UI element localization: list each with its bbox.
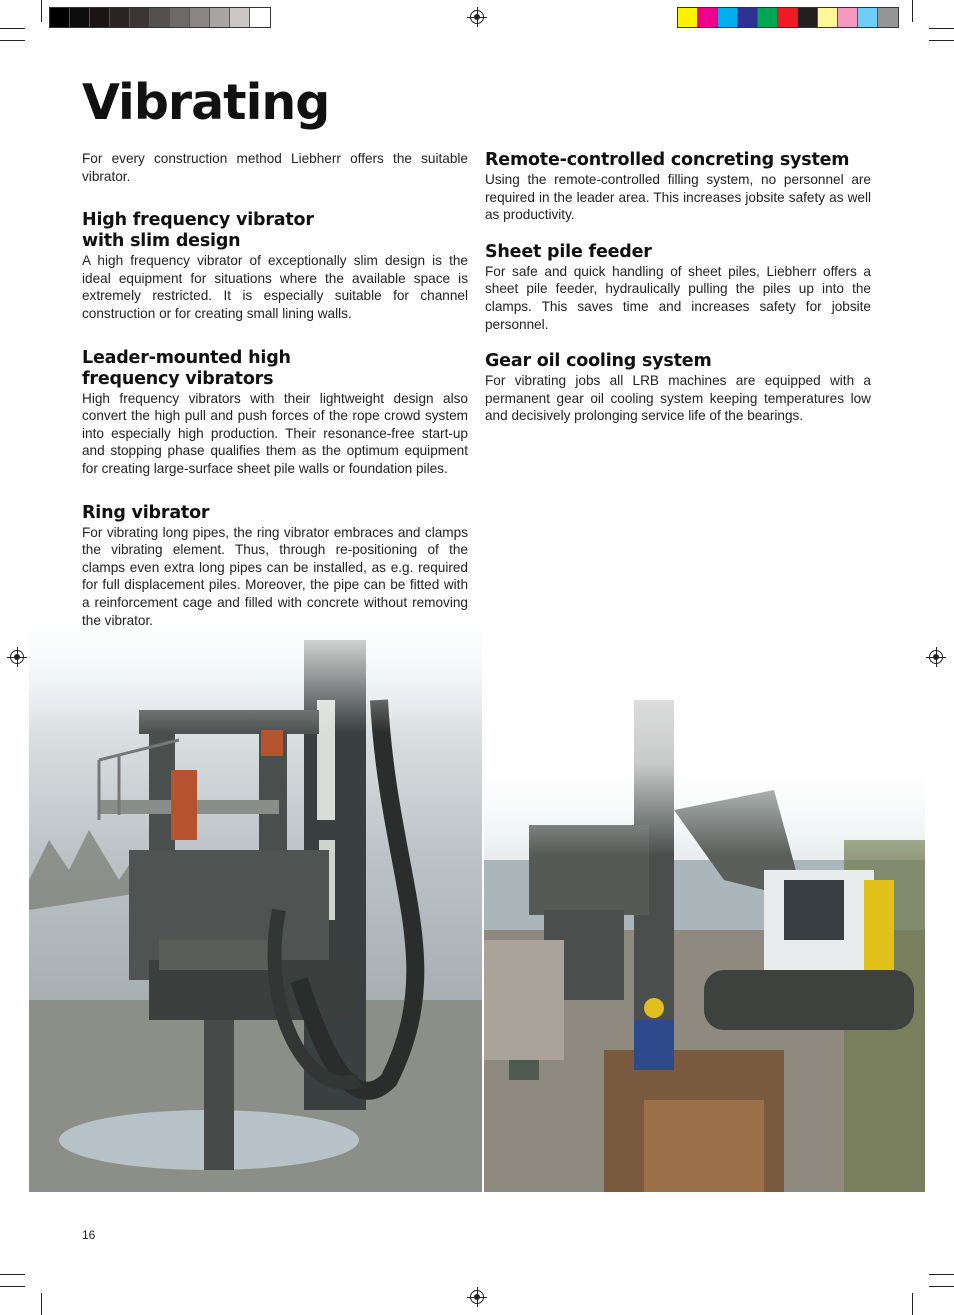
photo-ring-vibrator [29, 580, 482, 1192]
section-body: A high frequency vibrator of exceptionally slim design is the ideal equipment for situations where the available space is extremely restricted. It is especially suitable for channel construction or for creating small lining walls. [82, 253, 468, 321]
left-column [82, 150, 468, 629]
registration-mark-icon [929, 650, 943, 664]
color-swatch [110, 8, 130, 27]
section-heading: Remote-controlled concreting system [485, 150, 850, 170]
section-heading: Ring vibrator [82, 502, 210, 523]
color-swatch [70, 8, 90, 27]
section-heading: Sheet pile feeder [485, 241, 652, 262]
crop-mark [0, 28, 25, 29]
section-body: For vibrating long pipes, the ring vibrator embraces and clamps the vibrating element. Thus, through re-positioning of the clamps even extra long pipes can be installed, as e.g. required for full displacement piles. Moreover, the pipe can be fitted with a reinforcement cage and filled with concrete without removing the vibrator. [82, 524, 468, 628]
registration-mark-icon [470, 10, 484, 24]
color-swatch [230, 8, 250, 27]
intro-paragraph: For every construction method Liebherr offers the suitable vibrator. [82, 151, 468, 184]
crop-mark [929, 28, 954, 29]
color-swatch [798, 8, 818, 27]
color-swatch [698, 8, 718, 27]
registration-mark-icon [10, 650, 24, 664]
section-body: Using the remote-controlled filling system, no personnel are required in the leader area. This increases jobsite safety as well as productivity. [485, 172, 871, 223]
color-swatch [190, 8, 210, 27]
registration-mark-icon [470, 1290, 484, 1304]
color-swatch [838, 8, 858, 27]
color-swatch [150, 8, 170, 27]
crop-mark [929, 40, 954, 41]
color-swatch [758, 8, 778, 27]
section-heading: Leader-mounted high frequency vibrators [82, 347, 291, 389]
color-swatch [678, 8, 698, 27]
color-swatch [250, 8, 270, 27]
crop-mark [912, 0, 913, 22]
crop-mark [929, 1274, 954, 1275]
crop-mark [912, 1293, 913, 1315]
crop-mark [0, 1286, 25, 1287]
color-swatch [90, 8, 110, 27]
color-swatch [210, 8, 230, 27]
color-swatch [858, 8, 878, 27]
color-swatch [50, 8, 70, 27]
crop-mark [0, 1274, 25, 1275]
color-swatch [718, 8, 738, 27]
section-body: For vibrating jobs all LRB machines are equipped with a permanent gear oil cooling system keeping temperatures low and decisively prolonging service life of the bearings. [485, 373, 871, 424]
crop-mark [41, 0, 42, 22]
section-heading: High frequency vibrator with slim design [82, 210, 314, 252]
color-swatch [130, 8, 150, 27]
color-swatch [170, 8, 190, 27]
crop-mark [41, 1293, 42, 1315]
photo-sheet-pile-feeder [484, 580, 925, 1192]
color-swatch [818, 8, 838, 27]
color-swatch [778, 8, 798, 27]
section-body: For safe and quick handling of sheet piles, Liebherr offers a sheet pile feeder, hydraulically pulling the piles up into the clamps. This saves time and increases safety for jobsite personnel. [485, 263, 871, 332]
crop-mark [0, 40, 25, 41]
section-heading: Gear oil cooling system [485, 351, 712, 372]
page-title: Vibrating [82, 74, 330, 131]
section-body: High frequency vibrators with their lightweight design also convert the high pull and push forces of the rope crowd system into especially high production. Their resonance-free start-up and stopping phase qualifies them as the optimum equipment for creating large-surface sheet pile walls or foundation piles. [82, 390, 468, 476]
process-color-bar [677, 7, 899, 28]
crop-mark [929, 1286, 954, 1287]
color-swatch [878, 8, 898, 27]
grayscale-color-bar [49, 7, 271, 28]
page-number: 16 [82, 1228, 96, 1242]
right-column [485, 150, 871, 425]
color-swatch [738, 8, 758, 27]
